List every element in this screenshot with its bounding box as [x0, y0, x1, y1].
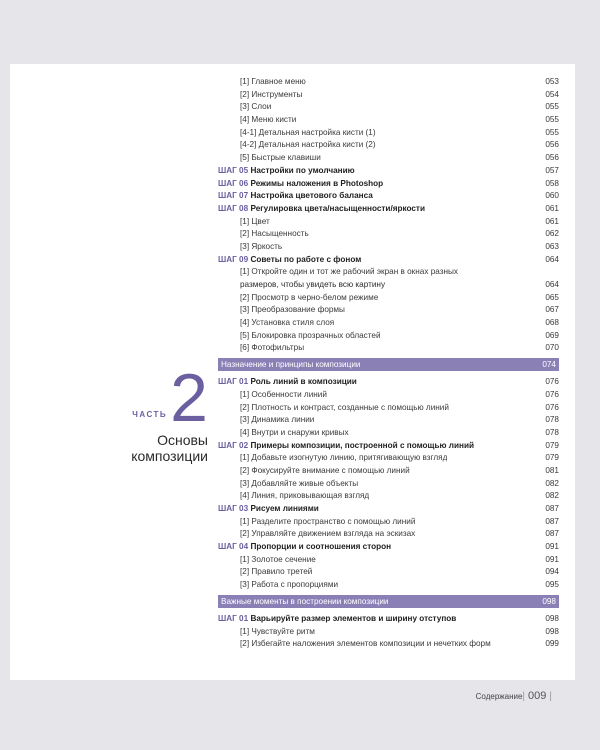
- toc-entry[interactable]: [218, 638, 559, 651]
- toc-group-middle: [218, 376, 559, 592]
- toc-entry[interactable]: [218, 76, 559, 89]
- entry-page: 064: [545, 254, 559, 264]
- toc-step-entry[interactable]: [218, 254, 559, 267]
- entry-title: [218, 203, 425, 216]
- entry-page: 091: [545, 542, 559, 552]
- footer-separator: |: [522, 690, 526, 702]
- entry-title: [2] Просмотр в черно-белом режиме: [240, 292, 379, 302]
- step-title: Настройки по умолчанию: [250, 165, 355, 175]
- entry-page: 069: [545, 330, 559, 340]
- entry-page: 078: [545, 415, 559, 425]
- toc-step-entry[interactable]: [218, 178, 559, 191]
- entry-title: [2] Инструменты: [240, 89, 303, 99]
- footer-page-number: 009: [528, 690, 547, 702]
- entry-title: [2] Управляйте движением взгляда на эскизах: [240, 529, 416, 539]
- entry-page: 053: [545, 77, 559, 86]
- entry-page: 058: [545, 178, 559, 188]
- toc-entry[interactable]: [218, 330, 559, 343]
- entry-title: [3] Работа с пропорциями: [240, 580, 339, 590]
- footer-label: Содержание: [475, 691, 523, 701]
- toc-entry[interactable]: [218, 152, 559, 165]
- toc-step-entry[interactable]: [218, 376, 559, 389]
- step-title: Примеры композиции, построенной с помощью линий: [250, 440, 475, 450]
- entry-page: 056: [545, 153, 559, 163]
- toc-step-entry[interactable]: [218, 613, 559, 626]
- section-title: Важные моменты в построении композиции: [221, 596, 389, 606]
- entry-page: 094: [545, 567, 559, 577]
- step-title: Пропорции и соотношения сторон: [250, 542, 392, 552]
- part-label: ЧАСТЬ: [132, 410, 168, 419]
- step-title: Роль линий в композиции: [250, 377, 357, 387]
- entry-title: [2] Правило третей: [240, 567, 313, 577]
- entry-page: 076: [545, 377, 559, 387]
- entry-title: [3] Добавляйте живые объекты: [240, 478, 359, 488]
- entry-title: [218, 190, 373, 203]
- entry-title: [218, 376, 357, 389]
- table-of-contents: [218, 76, 559, 651]
- toc-entry[interactable]: [218, 279, 559, 292]
- step-number: ШАГ 01: [218, 377, 249, 387]
- entry-title: [6] Фотофильтры: [240, 343, 305, 353]
- toc-entry[interactable]: [218, 626, 559, 639]
- entry-page: 095: [545, 580, 559, 590]
- entry-page: 061: [545, 216, 559, 226]
- toc-entry[interactable]: [218, 566, 559, 579]
- part-heading: [118, 360, 208, 464]
- entry-page: 076: [545, 389, 559, 399]
- entry-page: 054: [545, 89, 559, 99]
- part-number: 2: [170, 360, 208, 436]
- step-title: Советы по работе с фоном: [250, 254, 362, 264]
- toc-step-entry[interactable]: [218, 440, 559, 453]
- section-page: 098: [542, 596, 556, 606]
- step-title: Регулировка цвета/насыщенности/яркости: [250, 203, 425, 213]
- step-number: ШАГ 09: [218, 254, 249, 264]
- entry-title: [1] Главное меню: [240, 77, 306, 86]
- step-number: ШАГ 06: [218, 178, 249, 188]
- entry-page: 098: [545, 613, 559, 623]
- entry-page: 076: [545, 402, 559, 412]
- entry-page: 064: [545, 280, 559, 289]
- entry-page: 061: [545, 203, 559, 213]
- entry-title: [4] Линия, приковывающая взгляд: [240, 491, 370, 501]
- entry-title: [218, 613, 456, 626]
- entry-title: [218, 178, 383, 191]
- entry-page: 099: [545, 639, 559, 649]
- step-number: ШАГ 01: [218, 613, 249, 623]
- entry-title: [1] Добавьте изогнутую линию, притягивающую взгляд: [240, 453, 448, 463]
- toc-group-top: [218, 76, 559, 355]
- entry-title: [4] Установка стиля слоя: [240, 318, 335, 328]
- entry-title: [3] Преобразование формы: [240, 305, 345, 315]
- toc-entry[interactable]: [218, 317, 559, 330]
- step-number: ШАГ 03: [218, 504, 249, 513]
- toc-entry[interactable]: [218, 452, 559, 465]
- toc-entry[interactable]: [218, 89, 559, 102]
- section-header-composition-principles[interactable]: [218, 358, 559, 371]
- entry-page: 060: [545, 191, 559, 201]
- section-page: 074: [542, 360, 556, 370]
- entry-page: 057: [545, 165, 559, 175]
- toc-entry[interactable]: [218, 216, 559, 229]
- entry-page: 078: [545, 427, 559, 437]
- toc-entry[interactable]: [218, 402, 559, 415]
- entry-page: 070: [545, 343, 559, 353]
- entry-title: [218, 503, 319, 516]
- toc-entry[interactable]: [218, 241, 559, 254]
- toc-entry[interactable]: [218, 304, 559, 317]
- toc-entry[interactable]: [218, 427, 559, 440]
- entry-title: [1] Золотое сечение: [240, 554, 316, 564]
- toc-entry[interactable]: [218, 342, 559, 355]
- step-title: Рисуем линиями: [250, 504, 319, 513]
- part-title-line2: композиции: [131, 448, 208, 464]
- toc-entry[interactable]: [218, 101, 559, 114]
- entry-page: 065: [545, 292, 559, 302]
- entry-page: 098: [545, 626, 559, 636]
- toc-group-bottom: [218, 613, 559, 651]
- entry-title: [3] Динамика линии: [240, 415, 315, 425]
- step-number: ШАГ 08: [218, 203, 249, 213]
- entry-title: [2] Плотность и контраст, созданные с помощью линий: [240, 402, 449, 412]
- entry-title: размеров, чтобы увидеть всю картину: [240, 280, 386, 289]
- entry-title: [5] Блокировка прозрачных областей: [240, 330, 381, 340]
- toc-entry[interactable]: [218, 127, 559, 140]
- entry-page: 067: [545, 305, 559, 315]
- toc-entry[interactable]: [218, 414, 559, 427]
- entry-title: [3] Яркость: [240, 241, 283, 251]
- entry-page: 068: [545, 318, 559, 328]
- toc-entry[interactable]: [218, 554, 559, 567]
- entry-page: 081: [545, 465, 559, 475]
- toc-entry[interactable]: [218, 114, 559, 127]
- entry-title: [2] Избегайте наложения элементов композиции и нечетких форм: [240, 639, 491, 649]
- entry-title: [218, 541, 391, 554]
- step-title: Настройка цветового баланса: [250, 191, 373, 201]
- entry-title: [218, 254, 361, 267]
- entry-page: 079: [545, 440, 559, 450]
- entry-page: 082: [545, 491, 559, 501]
- toc-step-entry[interactable]: [218, 503, 559, 516]
- toc-entry[interactable]: [218, 478, 559, 491]
- toc-entry[interactable]: [218, 292, 559, 305]
- entry-page: 087: [545, 504, 559, 513]
- entry-page: 079: [545, 453, 559, 463]
- toc-entry[interactable]: [218, 465, 559, 478]
- entry-page: 063: [545, 241, 559, 251]
- entry-title: [3] Слои: [240, 102, 272, 112]
- toc-step-entry[interactable]: [218, 541, 559, 554]
- part-title-line1: Основы: [157, 432, 208, 448]
- section-title: Назначение и принципы композиции: [221, 360, 361, 370]
- entry-page: 087: [545, 529, 559, 539]
- entry-title: [4-1] Детальная настройка кисти (1): [240, 127, 376, 137]
- entry-title: [2] Насыщенность: [240, 229, 309, 239]
- entry-title: [4] Внутри и снаружи кривых: [240, 427, 349, 437]
- entry-page: 055: [545, 127, 559, 137]
- entry-title: [218, 165, 355, 178]
- step-number: ШАГ 04: [218, 542, 249, 552]
- entry-page: 082: [545, 478, 559, 488]
- step-number: ШАГ 02: [218, 440, 249, 450]
- entry-title: [1] Цвет: [240, 216, 270, 226]
- toc-entry[interactable]: [218, 579, 559, 592]
- toc-step-entry[interactable]: [218, 203, 559, 216]
- entry-page: 056: [545, 140, 559, 150]
- page-footer: [476, 690, 552, 702]
- entry-title: [4] Меню кисти: [240, 115, 297, 125]
- entry-title: [1] Откройте один и тот же рабочий экран в окнах разных: [240, 267, 458, 277]
- entry-page: 087: [545, 516, 559, 526]
- entry-page: 091: [545, 554, 559, 564]
- book-page: [10, 64, 575, 680]
- part-title: [118, 432, 208, 464]
- step-number: ШАГ 05: [218, 165, 249, 175]
- entry-title: [1] Особенности линий: [240, 389, 327, 399]
- toc-entry[interactable]: [218, 490, 559, 503]
- toc-entry[interactable]: [218, 266, 559, 279]
- toc-entry[interactable]: [218, 516, 559, 529]
- toc-step-entry[interactable]: [218, 190, 559, 203]
- entry-title: [4-2] Детальная настройка кисти (2): [240, 140, 376, 150]
- section-header-composition-key-points[interactable]: [218, 595, 559, 608]
- step-number: ШАГ 07: [218, 191, 249, 201]
- toc-entry[interactable]: [218, 389, 559, 402]
- toc-entry[interactable]: [218, 528, 559, 541]
- step-title: Режимы наложения в Photoshop: [250, 178, 384, 188]
- entry-page: 055: [545, 102, 559, 112]
- entry-title: [218, 440, 474, 453]
- entry-page: 055: [545, 115, 559, 125]
- toc-step-entry[interactable]: [218, 165, 559, 178]
- part-label-line: [118, 360, 208, 436]
- entry-title: [1] Разделите пространство с помощью линий: [240, 516, 416, 526]
- entry-page: 062: [545, 229, 559, 239]
- step-title: Варьируйте размер элементов и ширину отступов: [250, 613, 457, 623]
- entry-title: [5] Быстрые клавиши: [240, 153, 321, 163]
- toc-entry[interactable]: [218, 139, 559, 152]
- footer-separator: |: [549, 690, 552, 702]
- entry-title: [1] Чувствуйте ритм: [240, 626, 315, 636]
- entry-title: [2] Фокусируйте внимание с помощью линий: [240, 465, 410, 475]
- toc-entry[interactable]: [218, 228, 559, 241]
